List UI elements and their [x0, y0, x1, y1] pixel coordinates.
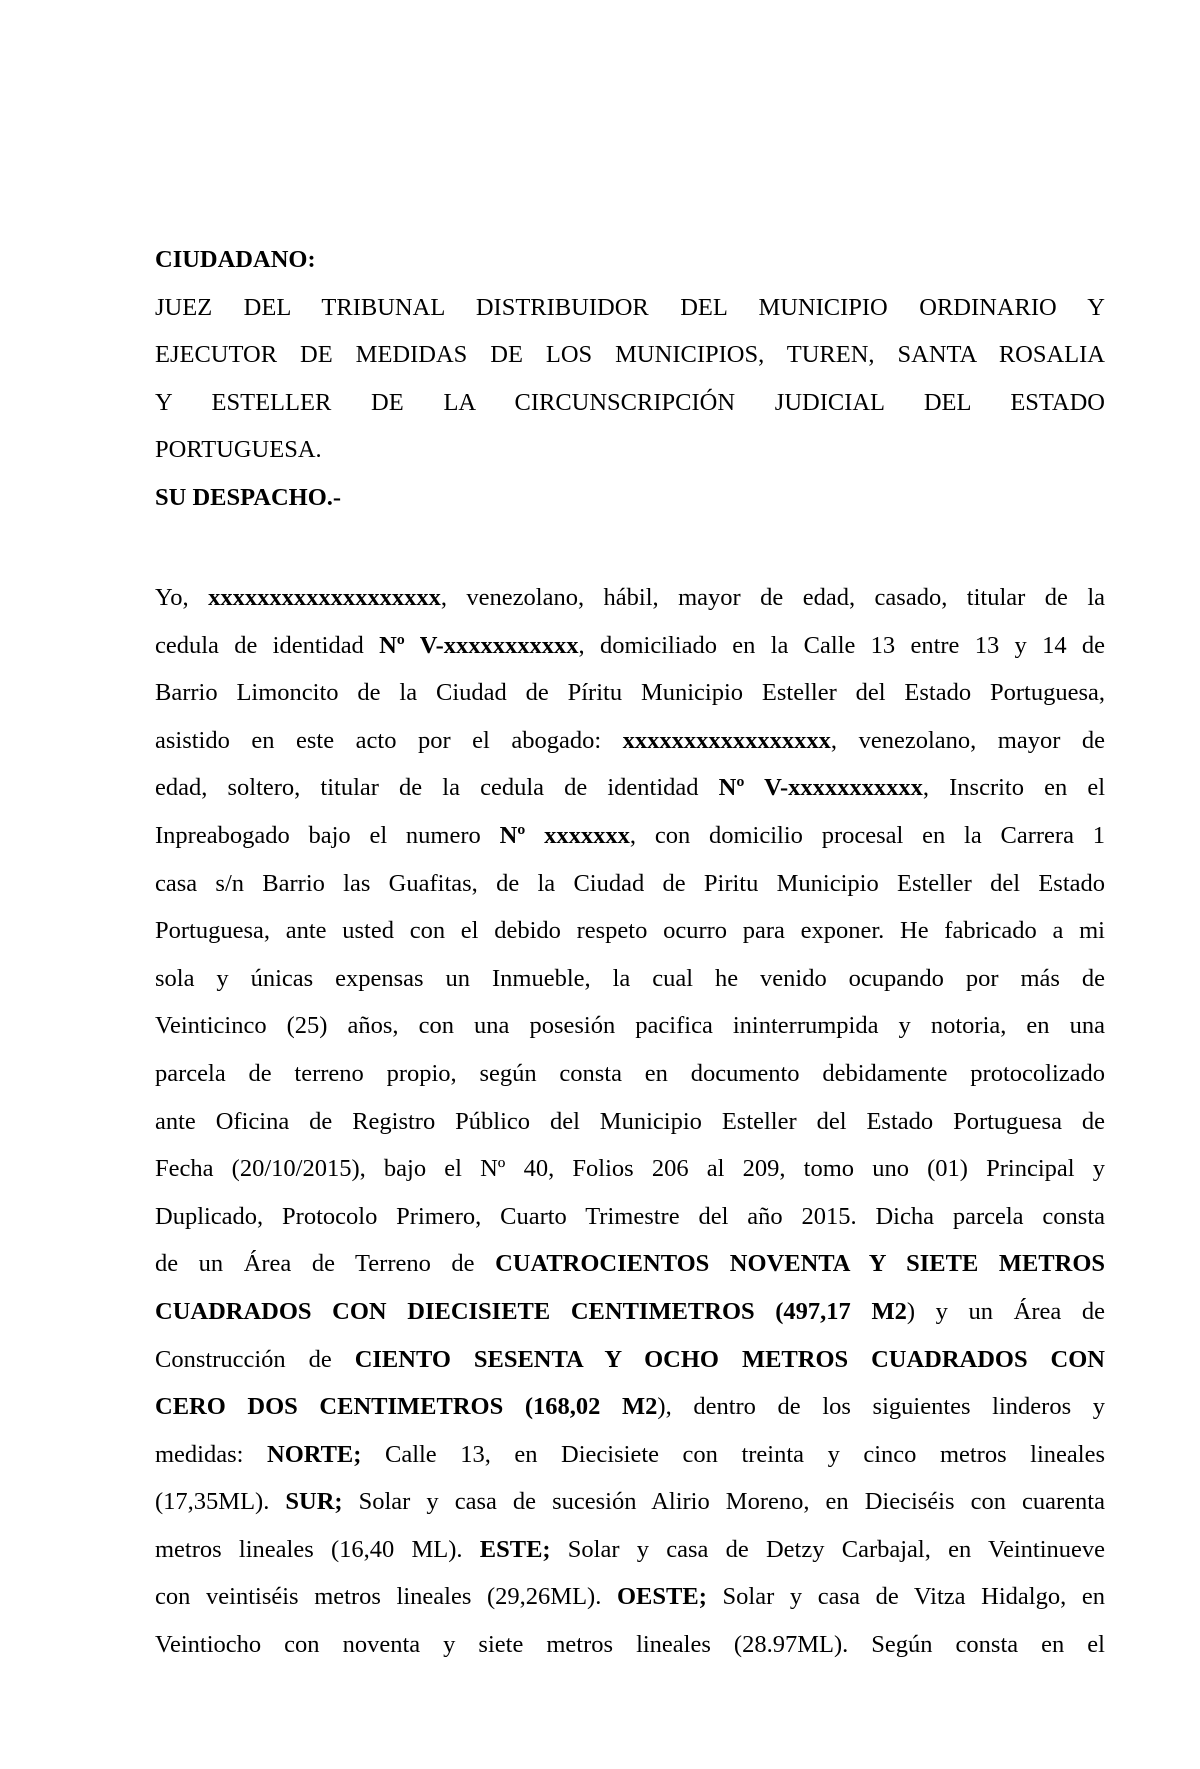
addressee-title: CIUDADANO: [155, 246, 316, 273]
addressee-block [155, 236, 1105, 522]
body-line: con veintiséis metros lineales (29,26ML). OESTE; Solar y casa de Vitza Hidalgo, en [155, 1583, 1105, 1611]
body-line: Yo, xxxxxxxxxxxxxxxxxxx, venezolano, hábil, mayor de edad, casado, titular de la [155, 584, 1105, 611]
despacho-heading: SU DESPACHO.- [155, 483, 342, 511]
body-line: Veintiocho con noventa y siete metros lineales (28.97ML). Según consta en el [155, 1631, 1105, 1659]
body-line: casa s/n Barrio las Guafitas, de la Ciudad de Piritu Municipio Esteller del Estado [155, 869, 1105, 897]
body-line: de un Área de Terreno de CUATROCIENTOS NOVENTA Y SIETE METROS [155, 1250, 1106, 1278]
body-line: cedula de identidad Nº V-xxxxxxxxxxx, domiciliado en la Calle 13 entre 13 y 14 de [155, 631, 1105, 659]
body-line: Portuguesa, ante usted con el debido respeto ocurro para exponer. He fabricado a mi [155, 917, 1105, 945]
body-line: parcela de terreno propio, según consta en documento debidamente protocolizado [155, 1059, 1105, 1087]
body-line: Fecha (20/10/2015), bajo el Nº 40, Folios 206 al 209, tomo uno (01) Principal y [155, 1155, 1105, 1183]
body-line: CUADRADOS CON DIECISIETE CENTIMETROS (497,17 M2) y un Área de [155, 1297, 1105, 1325]
body-line: asistido en este acto por el abogado: xxxxxxxxxxxxxxxxx, venezolano, mayor de [155, 726, 1105, 754]
body-line: Inpreabogado bajo el numero Nº xxxxxxx, con domicilio procesal en la Carrera 1 [155, 821, 1105, 849]
addressee-line: EJECUTOR DE MEDIDAS DE LOS MUNICIPIOS, TUREN, SANTA ROSALIA [155, 341, 1105, 369]
body-line: sola y únicas expensas un Inmueble, la cual he venido ocupando por más de [155, 964, 1105, 992]
body-line: Construcción de CIENTO SESENTA Y OCHO METROS CUADRADOS CON [155, 1345, 1106, 1373]
body-line: metros lineales (16,40 ML). ESTE; Solar y casa de Detzy Carbajal, en Veintinueve [155, 1535, 1106, 1563]
body-line: Barrio Limoncito de la Ciudad de Píritu Municipio Esteller del Estado Portuguesa, [155, 679, 1105, 707]
body-line: edad, soltero, titular de la cedula de identidad Nº V-xxxxxxxxxxx, Inscrito en el [155, 774, 1106, 802]
addressee-line: Y ESTELLER DE LA CIRCUNSCRIPCIÓN JUDICIAL DEL ESTADO [155, 388, 1105, 416]
addressee-line: JUEZ DEL TRIBUNAL DISTRIBUIDOR DEL MUNICIPIO ORDINARIO Y [155, 293, 1105, 321]
body-line: Duplicado, Protocolo Primero, Cuarto Trimestre del año 2015. Dicha parcela consta [155, 1202, 1105, 1230]
body-line: CERO DOS CENTIMETROS (168,02 M2), dentro de los siguientes linderos y [155, 1393, 1105, 1421]
body-line: ante Oficina de Registro Público del Municipio Esteller del Estado Portuguesa de [155, 1107, 1105, 1135]
body-line: Veinticinco (25) años, con una posesión pacifica ininterrumpida y notoria, en una [155, 1012, 1105, 1040]
body-paragraph [155, 574, 1105, 1669]
body-line: medidas: NORTE; Calle 13, en Diecisiete con treinta y cinco metros lineales [155, 1440, 1105, 1468]
addressee-line: PORTUGUESA. [155, 436, 322, 464]
body-line: (17,35ML). SUR; Solar y casa de sucesión Alirio Moreno, en Dieciséis con cuarenta [155, 1488, 1105, 1516]
